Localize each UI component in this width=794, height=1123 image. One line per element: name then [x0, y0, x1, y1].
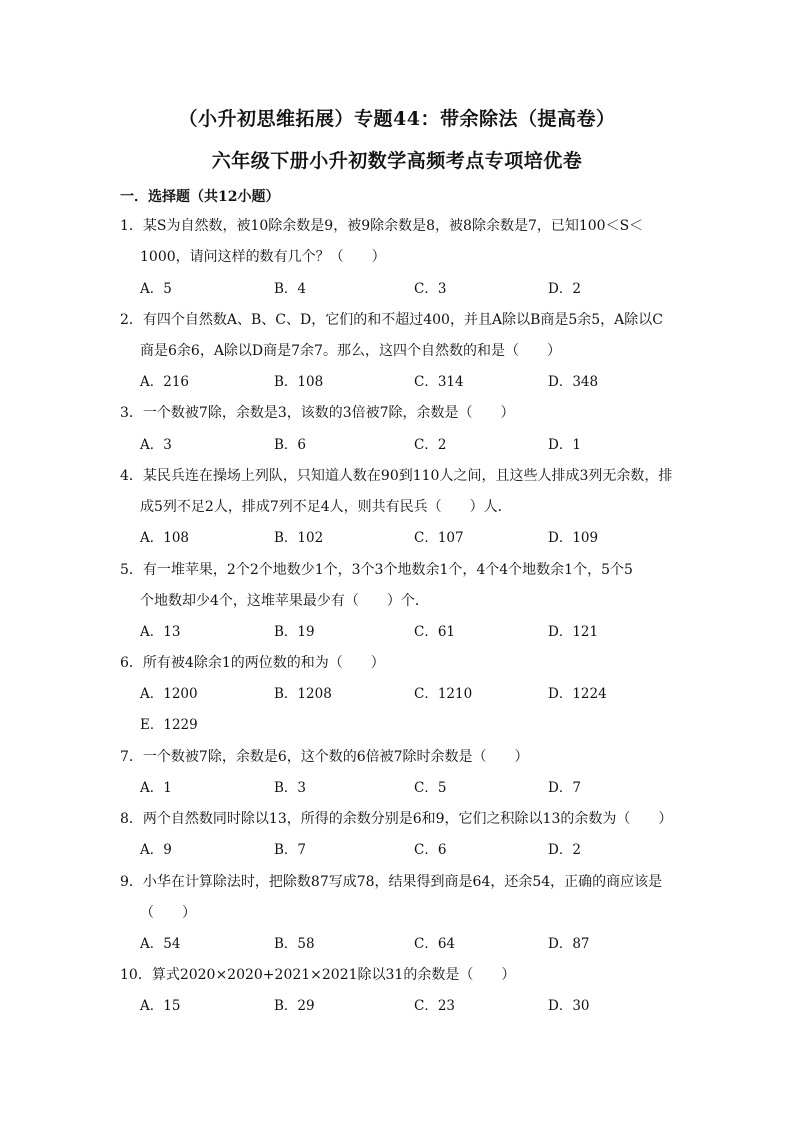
question-1-option-b: B．4 [274, 281, 307, 297]
question-3-option-c: C．2 [414, 437, 447, 453]
question-8-text: 8．两个自然数同时除以13，所得的余数分别是6和9，它们之积除以13的余数为（ ） [120, 811, 673, 827]
question-6-option-b: B．1208 [274, 686, 332, 702]
question-9-text: 9．小华在计算除法时，把除数87写成78，结果得到商是64，还余54，正确的商应该是 [120, 874, 663, 890]
question-6-option-c: C．1210 [414, 686, 473, 702]
question-2-option-d: D．348 [548, 374, 599, 390]
question-8-option-d: D．2 [548, 842, 581, 858]
question-6-option-a: A．1200 [140, 686, 198, 702]
question-10-option-b: B．29 [274, 998, 315, 1014]
question-9-option-a: A．54 [140, 936, 181, 952]
question-9-option-d: D．87 [548, 936, 590, 952]
question-3-option-b: B．6 [274, 437, 307, 453]
question-9-option-b: B．58 [274, 936, 315, 952]
question-6-text: 6．所有被4除余1的两位数的和为（ ） [120, 655, 385, 671]
question-9-option-c: C．64 [414, 936, 456, 952]
question-5-option-c: C．61 [414, 624, 456, 640]
question-10-option-a: A．15 [140, 998, 181, 1014]
question-8-option-c: C．6 [414, 842, 447, 858]
question-8-option-b: B．7 [274, 842, 307, 858]
question-10-option-d: D．30 [548, 998, 590, 1014]
question-5-option-d: D．121 [548, 624, 599, 640]
question-2-text: 2．有四个自然数A、B、C、D，它们的和不超过400，并且A除以B商是5余5，A除以C [120, 312, 663, 328]
question-1-option-d: D．2 [548, 281, 581, 297]
question-3-text: 3．一个数被7除，余数是3，该数的3倍被7除，余数是（ ） [120, 405, 515, 421]
question-8-option-a: A．9 [140, 842, 172, 858]
question-1-text: 1．某S为自然数，被10除余数是9，被9除余数是8，被8除余数是7，已知100＜S＜ [120, 218, 644, 234]
question-5-option-a: A．13 [140, 624, 181, 640]
question-6-option-e: E．1229 [140, 717, 198, 733]
question-2-option-a: A．216 [140, 374, 190, 390]
question-7-option-c: C．5 [414, 780, 447, 796]
question-4-text: 4．某民兵连在操场上列队，只知道人数在90到110人之间，且这些人排成3列无余数，排 [120, 468, 673, 484]
question-5-option-b: B．19 [274, 624, 315, 640]
document-title: （小升初思维拓展）专题44：带余除法（提高卷） [178, 108, 616, 130]
question-7-option-d: D．7 [548, 780, 581, 796]
question-4-option-a: A．108 [140, 530, 190, 546]
question-5-text: 5．有一堆苹果，2个2个地数少1个，3个3个地数余1个，4个4个地数余1个，5个5 [120, 562, 633, 578]
question-2-option-c: C．314 [414, 374, 464, 390]
section-heading: 一．选择题（共12小题） [120, 189, 280, 205]
question-7-option-b: B．3 [274, 780, 307, 796]
question-10-option-c: C．23 [414, 998, 456, 1014]
question-6-option-d: D．1224 [548, 686, 607, 702]
question-1-option-c: C．3 [414, 281, 447, 297]
question-2-text-cont: 商是6余6，A除以D商是7余7。那么，这四个自然数的和是（ ） [140, 343, 561, 359]
question-7-option-a: A．1 [140, 780, 172, 796]
question-3-option-a: A．3 [140, 437, 172, 453]
question-9-text-cont: （ ） [140, 905, 196, 921]
question-4-text-cont: 成5列不足2人，排成7列不足4人，则共有民兵（ ）人． [140, 499, 512, 515]
question-4-option-b: B．102 [274, 530, 324, 546]
question-2-option-b: B．108 [274, 374, 324, 390]
question-4-option-c: C．107 [414, 530, 464, 546]
question-10-text: 10．算式2020×2020+2021×2021除以31的余数是（ ） [120, 967, 516, 983]
document-subtitle: 六年级下册小升初数学高频考点专项培优卷 [211, 150, 583, 172]
question-5-text-cont: 个地数却少4个，这堆苹果最少有（ ）个． [140, 593, 429, 609]
question-1-option-a: A．5 [140, 281, 172, 297]
question-1-text-cont: 1000，请问这样的数有几个？（ ） [140, 249, 386, 265]
question-3-option-d: D．1 [548, 437, 581, 453]
question-4-option-d: D．109 [548, 530, 599, 546]
question-7-text: 7．一个数被7除，余数是6，这个数的6倍被7除时余数是（ ） [120, 749, 529, 765]
